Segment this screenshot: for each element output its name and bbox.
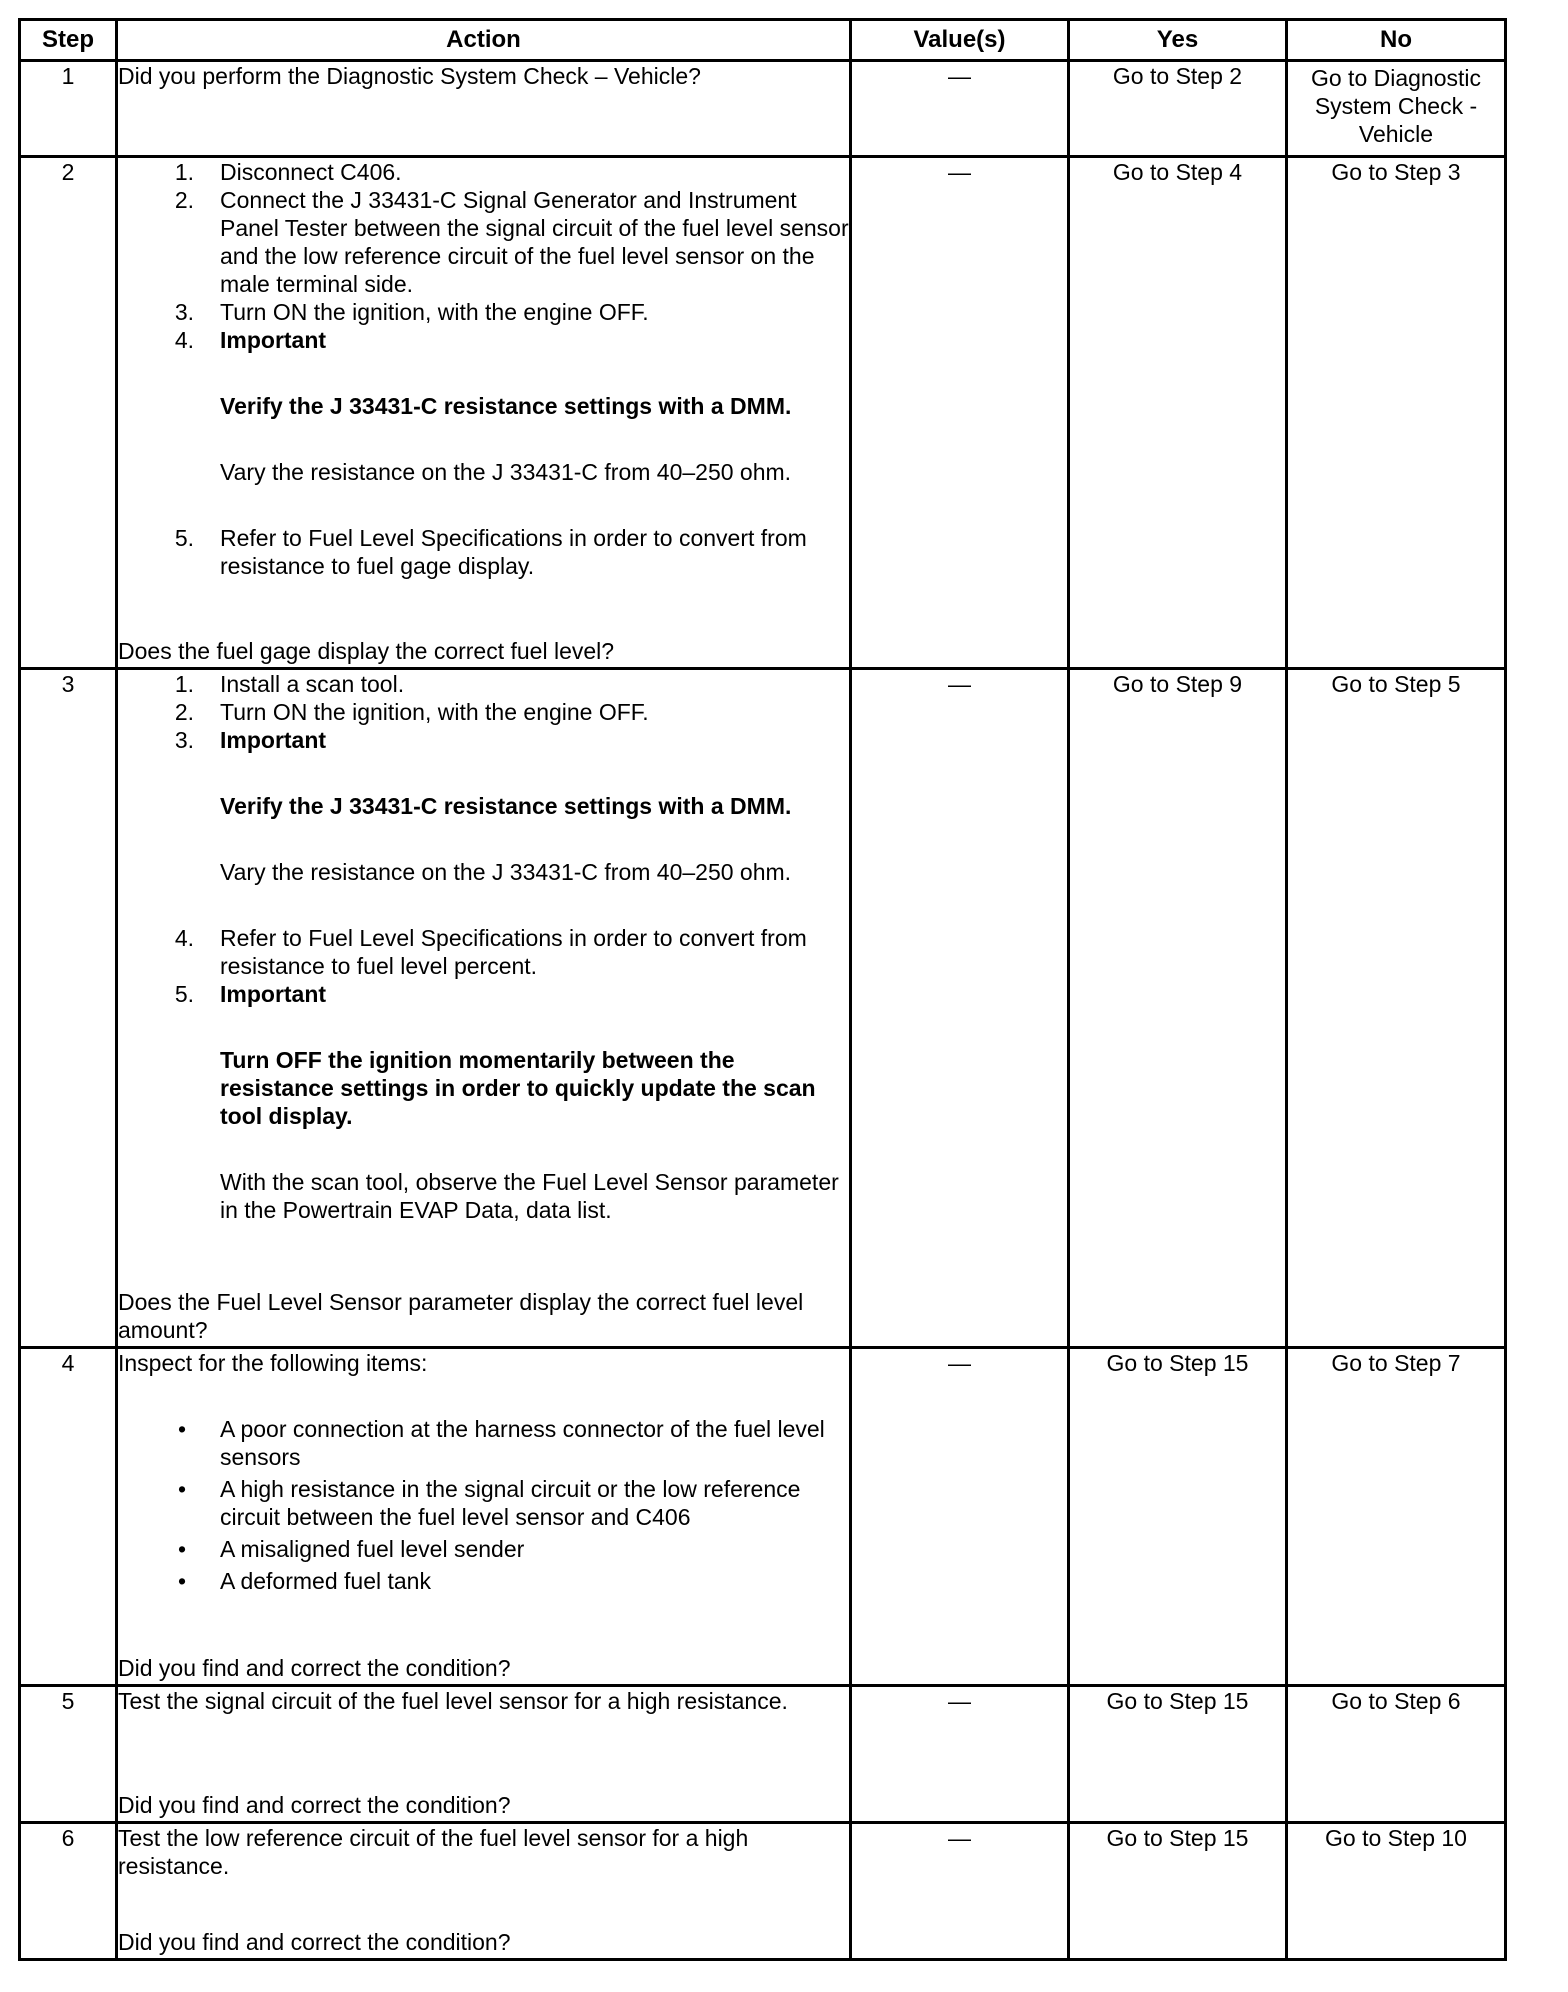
no-cell: Go to Step 10 bbox=[1287, 1823, 1506, 1960]
important-note: Verify the J 33431-C resistance settings with a DMM. bbox=[220, 793, 792, 819]
list-item: 1. Install a scan tool. bbox=[174, 671, 405, 697]
question-text: Does the fuel gage display the correct fuel level? bbox=[118, 638, 615, 664]
list-item: 3. Important bbox=[174, 727, 327, 753]
intro-text: Test the low reference circuit of the fuel level sensor for a high resistance. bbox=[118, 1825, 749, 1879]
no-cell: Go to Step 7 bbox=[1287, 1348, 1506, 1686]
important-detail: Vary the resistance on the J 33431-C from 40–250 ohm. bbox=[220, 859, 792, 885]
no-cell: Go to Step 6 bbox=[1287, 1686, 1506, 1823]
important-note: Turn OFF the ignition momentarily between the resistance settings in order to quickly update the scan tool display. bbox=[220, 1047, 816, 1129]
question-text: Did you find and correct the condition? bbox=[118, 1929, 511, 1955]
value-cell: — bbox=[851, 1686, 1069, 1823]
value-cell: — bbox=[851, 669, 1069, 1348]
important-note: Verify the J 33431-C resistance settings with a DMM. bbox=[220, 393, 792, 419]
list-item: 2. Turn ON the ignition, with the engine OFF. bbox=[174, 699, 649, 725]
header-action: Action bbox=[117, 20, 851, 61]
question-text: Did you find and correct the condition? bbox=[118, 1792, 511, 1818]
yes-cell: Go to Step 15 bbox=[1069, 1348, 1287, 1686]
step-number: 3 bbox=[20, 669, 117, 1348]
action-cell bbox=[117, 157, 851, 669]
diagnostic-table bbox=[18, 18, 1507, 1961]
value-cell: — bbox=[851, 1348, 1069, 1686]
question-text: Did you find and correct the condition? bbox=[118, 1655, 511, 1681]
bullet-icon: • bbox=[177, 1536, 186, 1562]
yes-cell: Go to Step 9 bbox=[1069, 669, 1287, 1348]
action-steps bbox=[118, 158, 849, 354]
list-item: 3. Turn ON the ignition, with the engine OFF. bbox=[174, 299, 649, 325]
header-no: No bbox=[1287, 20, 1506, 61]
list-item: 1. Disconnect C406. bbox=[174, 159, 402, 185]
no-cell: Go to Step 5 bbox=[1287, 669, 1506, 1348]
important-detail: Vary the resistance on the J 33431-C from 40–250 ohm. bbox=[220, 459, 792, 485]
step-number: 4 bbox=[20, 1348, 117, 1686]
table-row bbox=[20, 1823, 1506, 1960]
table-row bbox=[20, 157, 1506, 669]
bullet-icon: • bbox=[177, 1476, 186, 1502]
inspection-list bbox=[118, 1415, 849, 1595]
value-cell: — bbox=[851, 1823, 1069, 1960]
question-text: Does the Fuel Level Sensor parameter display the correct fuel level amount? bbox=[118, 1289, 804, 1343]
header-yes: Yes bbox=[1069, 20, 1287, 61]
step-number: 5 bbox=[20, 1686, 117, 1823]
header-step: Step bbox=[20, 20, 117, 61]
action-cell bbox=[117, 1348, 851, 1686]
no-cell: Go to Diagnostic System Check - Vehicle bbox=[1287, 61, 1506, 157]
list-item: • A high resistance in the signal circuit or the low reference circuit between the fuel level sensor and C406 bbox=[118, 1475, 849, 1531]
step-number: 6 bbox=[20, 1823, 117, 1960]
value-cell: — bbox=[851, 157, 1069, 669]
step-number: 1 bbox=[20, 61, 117, 157]
yes-cell: Go to Step 15 bbox=[1069, 1823, 1287, 1960]
action-cell bbox=[117, 1686, 851, 1823]
list-item: 4. Important bbox=[174, 327, 327, 353]
list-item: 5. Important bbox=[174, 981, 327, 1007]
important-detail: With the scan tool, observe the Fuel Level Sensor parameter in the Powertrain EVAP Data, data list. bbox=[220, 1169, 839, 1223]
action-cell bbox=[117, 1823, 851, 1960]
list-item: 5. Refer to Fuel Level Specifications in order to convert from resistance to fuel gage display. bbox=[174, 525, 807, 579]
no-cell: Go to Step 3 bbox=[1287, 157, 1506, 669]
header-row bbox=[20, 20, 1506, 61]
list-item: • A deformed fuel tank bbox=[118, 1567, 849, 1595]
action-steps bbox=[118, 670, 849, 754]
table-row bbox=[20, 669, 1506, 1348]
table-row bbox=[20, 1348, 1506, 1686]
action-cell bbox=[117, 61, 851, 157]
question-text: Did you perform the Diagnostic System Check – Vehicle? bbox=[118, 63, 701, 89]
intro-text: Test the signal circuit of the fuel level sensor for a high resistance. bbox=[118, 1688, 788, 1714]
yes-cell: Go to Step 15 bbox=[1069, 1686, 1287, 1823]
table-row bbox=[20, 61, 1506, 157]
list-item: 2. Connect the J 33431-C Signal Generator and Instrument Panel Tester between the signal circuit of the fuel level sensor and the low reference circuit of the fuel level sensor on the male terminal side. bbox=[174, 187, 849, 297]
list-item: 4. Refer to Fuel Level Specifications in order to convert from resistance to fuel level percent. bbox=[174, 925, 807, 979]
yes-cell: Go to Step 4 bbox=[1069, 157, 1287, 669]
value-cell: — bbox=[851, 61, 1069, 157]
bullet-icon: • bbox=[177, 1568, 186, 1594]
bullet-icon: • bbox=[177, 1416, 186, 1442]
intro-text: Inspect for the following items: bbox=[118, 1350, 428, 1376]
list-item: • A misaligned fuel level sender bbox=[118, 1535, 849, 1563]
table-row bbox=[20, 1686, 1506, 1823]
list-item: • A poor connection at the harness connector of the fuel level sensors bbox=[118, 1415, 849, 1471]
header-values: Value(s) bbox=[851, 20, 1069, 61]
yes-cell: Go to Step 2 bbox=[1069, 61, 1287, 157]
step-number: 2 bbox=[20, 157, 117, 669]
action-cell bbox=[117, 669, 851, 1348]
